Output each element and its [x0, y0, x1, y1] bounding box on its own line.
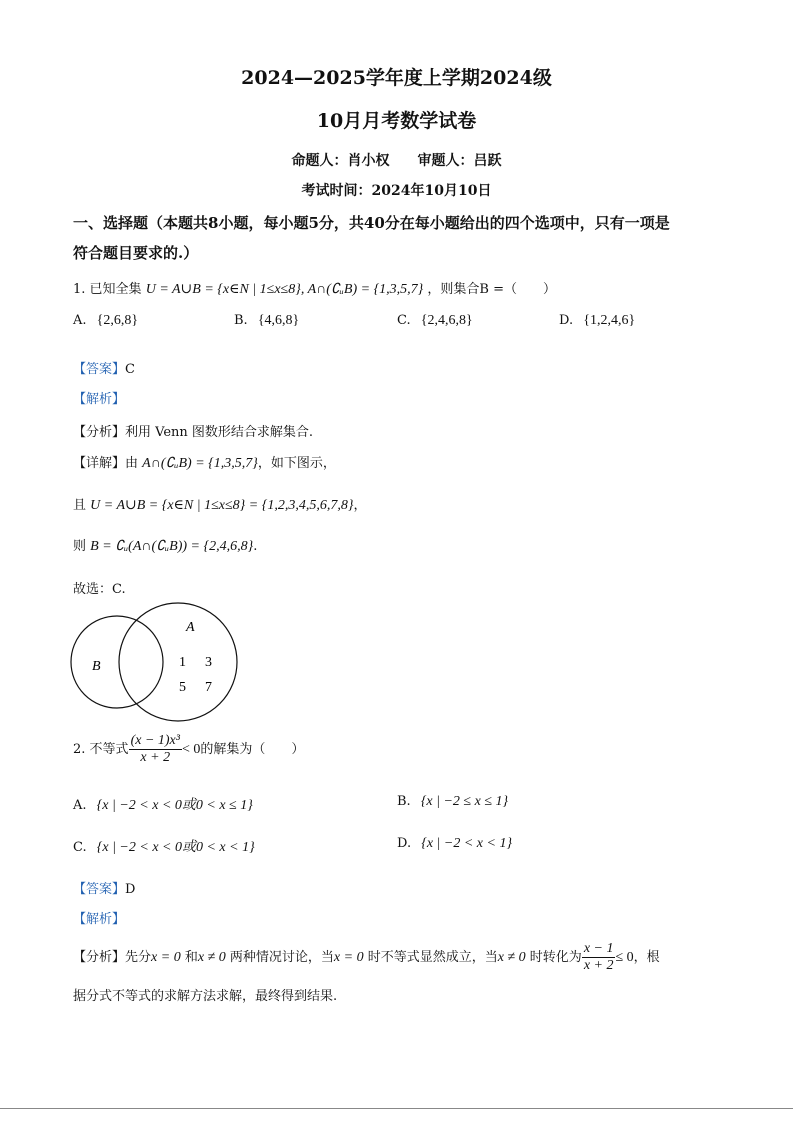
fenxi-text: 先分: [125, 950, 152, 965]
q1-fenxi: [73, 421, 313, 440]
fenxi-relation: ≤ 0: [615, 950, 634, 965]
option-label: A.: [73, 313, 87, 328]
q1-option-c: [397, 313, 473, 329]
fenxi-text: ，根: [633, 950, 660, 965]
q2-suffix: 的解集为（ ）: [200, 742, 305, 757]
option-label: C.: [73, 840, 87, 855]
fraction-denominator: x + 2: [140, 750, 171, 765]
q1-option-d: [559, 313, 635, 329]
exam-time: 考试时间：2024年10月10日: [301, 183, 492, 199]
q1-stem: [73, 278, 556, 298]
option-label: B.: [397, 794, 411, 809]
venn-circle-a: [119, 603, 237, 721]
xiangjie-suffix: ，如下图示，: [257, 456, 336, 471]
page-bottom-divider: [0, 1108, 793, 1109]
fenxi-text: 两种情况讨论，当: [229, 950, 334, 965]
section-heading-line-1: 一、选择题（本题共8小题，每小题5分，共40分在每小题给出的四个选项中，只有一项是: [73, 214, 670, 232]
venn-number: 1: [179, 655, 186, 670]
fenxi-math: x = 0: [151, 950, 181, 965]
venn-diagram: [60, 595, 250, 730]
line3-prefix: 则: [73, 539, 87, 554]
q2-option-c: [73, 836, 255, 856]
q1-analysis-tag: 【解析】: [73, 392, 126, 407]
option-label: D.: [559, 313, 574, 328]
q1-line2: [73, 494, 366, 514]
q2-option-d: [397, 836, 512, 852]
q1-option-a: [73, 313, 138, 329]
fraction-numerator: x − 1: [583, 941, 614, 956]
q2-number: 2.: [73, 742, 86, 757]
fenxi-math: x ≠ 0: [497, 950, 526, 965]
q2-analysis-tag: 【解析】: [73, 912, 126, 927]
q1-prefix: 已知全集: [89, 282, 142, 297]
xiangjie-formula: A∩(∁ᵤB) = {1,3,5,7}: [142, 456, 258, 471]
option-label: D.: [397, 836, 412, 851]
option-value: {1,2,4,6}: [583, 313, 636, 328]
q2-prefix: 不等式: [89, 742, 129, 757]
option-value: {x | −2 < x < 1}: [421, 836, 513, 851]
answer-value: D: [125, 882, 136, 897]
q2-option-b: [397, 794, 508, 810]
venn-number: 3: [205, 655, 212, 670]
xiangjie-prefix: 由: [125, 456, 139, 471]
fenxi-math: x ≠ 0: [197, 950, 226, 965]
xiangjie-tag: 【详解】: [73, 456, 126, 471]
fenxi-text: 时不等式显然成立，当: [367, 950, 498, 965]
q2-option-a: [73, 794, 253, 814]
authors-line: 命题人：肖小权 审题人：吕跃: [291, 153, 502, 169]
answer-tag: 【答案】: [73, 882, 126, 897]
line3-suffix: .: [253, 539, 258, 554]
option-value: {x | −2 < x < 0或0 < x < 1}: [96, 840, 255, 855]
q1-conclusion: 故选：C.: [73, 582, 126, 597]
fenxi-math: x = 0: [333, 950, 364, 965]
line2-suffix: ，: [353, 498, 367, 513]
fraction-numerator: (x − 1)x³: [130, 733, 180, 748]
q1-answer: [73, 358, 135, 377]
fenxi-tag: 【分析】: [73, 950, 126, 965]
q1-suffix: ，则集合B =（ ）: [427, 282, 557, 297]
q1-formula: U = A∪B = {x∈N | 1≤x≤8}, A∩(∁ᵤB) = {1,3,5,7}: [145, 282, 424, 297]
answer-tag: 【答案】: [73, 362, 126, 377]
venn-circle-b: [71, 616, 163, 708]
q1-xiangjie: [73, 452, 336, 472]
title-line-1: 2024—2025学年度上学期2024级: [241, 67, 552, 89]
option-value: {4,6,8}: [257, 313, 300, 328]
line2-formula: U = A∪B = {x∈N | 1≤x≤8} = {1,2,3,4,5,6,7,8}: [90, 498, 354, 513]
q2-answer: [73, 878, 135, 897]
q2-fenxi-line-2: 据分式不等式的求解方法求解，最终得到结果.: [73, 989, 338, 1004]
option-value: {2,4,6,8}: [420, 313, 473, 328]
q1-option-b: [234, 313, 299, 329]
section-heading-line-2: 符合题目要求的.）: [73, 244, 199, 262]
q1-number: 1.: [73, 282, 86, 297]
option-label: B.: [234, 313, 248, 328]
option-label: C.: [397, 313, 411, 328]
venn-label-a: A: [186, 620, 195, 635]
title-line-2: 10月月考数学试卷: [316, 110, 477, 132]
option-value: {2,6,8}: [96, 313, 139, 328]
q2-stem: [73, 733, 304, 766]
venn-label-b: B: [92, 659, 101, 674]
q2-fraction: [129, 733, 182, 766]
fenxi-tag: 【分析】: [73, 425, 126, 440]
fenxi-fraction: [582, 941, 616, 974]
fenxi-text: 和: [184, 950, 198, 965]
venn-number: 5: [179, 680, 186, 695]
q2-relation: < 0: [181, 742, 201, 757]
q2-fenxi-line-1: [73, 941, 660, 974]
fenxi-text: 时转化为: [529, 950, 582, 965]
fenxi-text: 利用 Venn 图数形结合求解集合.: [125, 425, 314, 440]
answer-value: C: [125, 362, 135, 377]
line3-formula: B = ∁ᵤ(A∩(∁ᵤB)) = {2,4,6,8}: [90, 539, 254, 554]
option-label: A.: [73, 798, 87, 813]
fraction-denominator: x + 2: [583, 958, 614, 973]
option-value: {x | −2 < x < 0或0 < x ≤ 1}: [96, 798, 253, 813]
q1-line3: [73, 535, 257, 555]
venn-number: 7: [205, 680, 212, 695]
line2-prefix: 且: [73, 498, 87, 513]
option-value: {x | −2 ≤ x ≤ 1}: [420, 794, 509, 809]
